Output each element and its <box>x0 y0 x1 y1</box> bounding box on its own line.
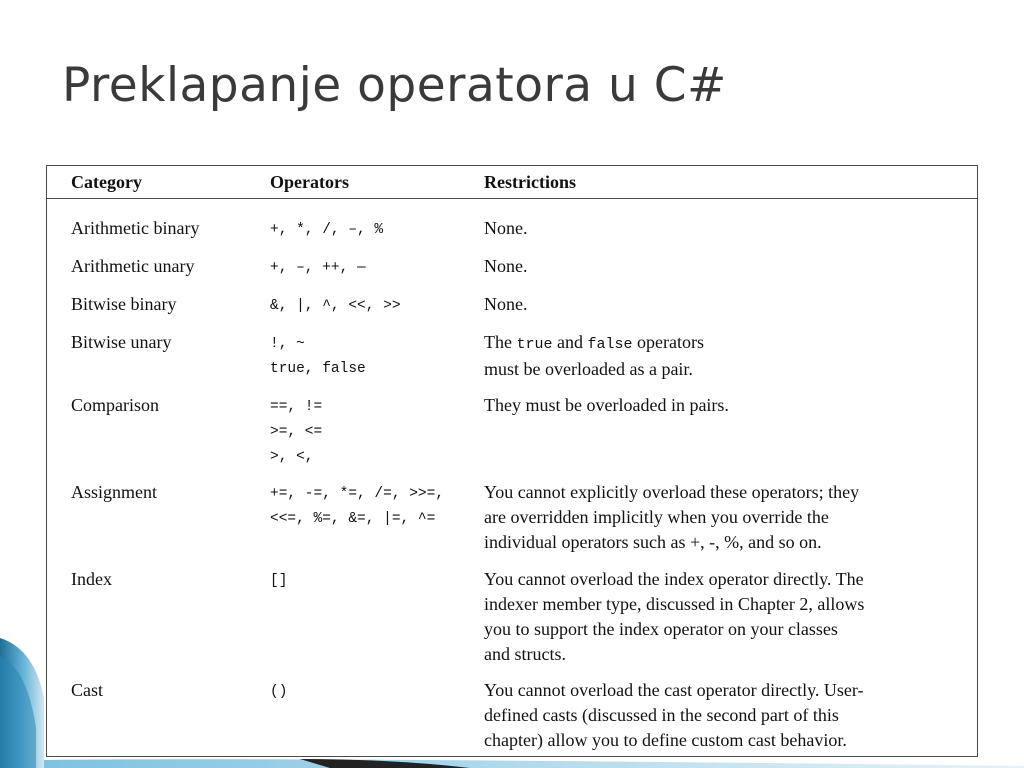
operator-line: !, ~ <box>270 336 305 352</box>
restriction-line: you to support the index operator on your classes <box>484 619 838 639</box>
row-operators: [] <box>270 573 288 589</box>
restriction-line: chapter) allow you to define custom cast behavior. <box>484 730 847 750</box>
row-category: Bitwise unary <box>71 332 172 352</box>
operator-line: true, false <box>270 361 366 377</box>
operator-line: >=, <= <box>270 424 323 440</box>
restriction-line: defined casts (discussed in the second part of this <box>484 705 839 725</box>
row-operators: +, *, /, –, % <box>270 222 384 238</box>
row-restrictions: None. <box>484 294 528 314</box>
restriction-text: and <box>552 332 588 352</box>
row-operators <box>270 332 366 382</box>
row-category: Index <box>71 569 112 589</box>
row-category: Arithmetic binary <box>71 218 200 238</box>
row-operators: +, –, ++, — <box>270 260 366 276</box>
row-category: Arithmetic unary <box>71 256 195 276</box>
row-category: Cast <box>71 680 104 700</box>
row-restrictions <box>484 480 859 555</box>
restriction-line: individual operators such as +, -, %, and so on. <box>484 532 822 552</box>
restriction-code: false <box>587 336 633 353</box>
header-operators: Operators <box>270 172 349 192</box>
row-restrictions <box>484 330 704 382</box>
operator-line: <<=, %=, &=, |=, ^= <box>270 511 436 527</box>
row-operators <box>270 482 444 532</box>
row-operators: &, |, ^, <<, >> <box>270 298 401 314</box>
restriction-line: must be overloaded as a pair. <box>484 359 693 379</box>
header-category: Category <box>71 172 142 192</box>
row-category: Assignment <box>71 482 158 502</box>
restriction-line: You cannot overload the index operator directly. The <box>484 569 864 589</box>
row-restrictions: They must be overloaded in pairs. <box>484 395 729 415</box>
restriction-text: The <box>484 332 517 352</box>
restriction-line: You cannot explicitly overload these operators; they <box>484 482 860 502</box>
row-category: Bitwise binary <box>71 294 177 314</box>
restriction-line: indexer member type, discussed in Chapter 2, allows <box>484 594 865 614</box>
restriction-line: and structs. <box>484 644 566 664</box>
slide-title: Preklapanje operatora u C# <box>62 58 727 113</box>
row-restrictions: None. <box>484 218 528 238</box>
row-operators: () <box>270 684 288 700</box>
restriction-line <box>484 330 704 357</box>
restriction-line: are overridden implicitly when you override the <box>484 507 829 527</box>
row-restrictions: None. <box>484 256 528 276</box>
decorative-wave <box>0 638 1024 768</box>
operator-line: +=, -=, *=, /=, >>=, <box>270 486 445 502</box>
restriction-code: true <box>516 336 553 353</box>
table-header-row <box>47 166 977 199</box>
operator-line: ==, != <box>270 399 323 415</box>
header-restrictions: Restrictions <box>484 172 576 192</box>
row-category: Comparison <box>71 395 159 415</box>
restriction-text: operators <box>632 332 704 352</box>
restriction-line: You cannot overload the cast operator directly. User- <box>484 680 864 700</box>
row-operators <box>270 395 322 470</box>
operator-line: >, <, <box>270 449 314 465</box>
